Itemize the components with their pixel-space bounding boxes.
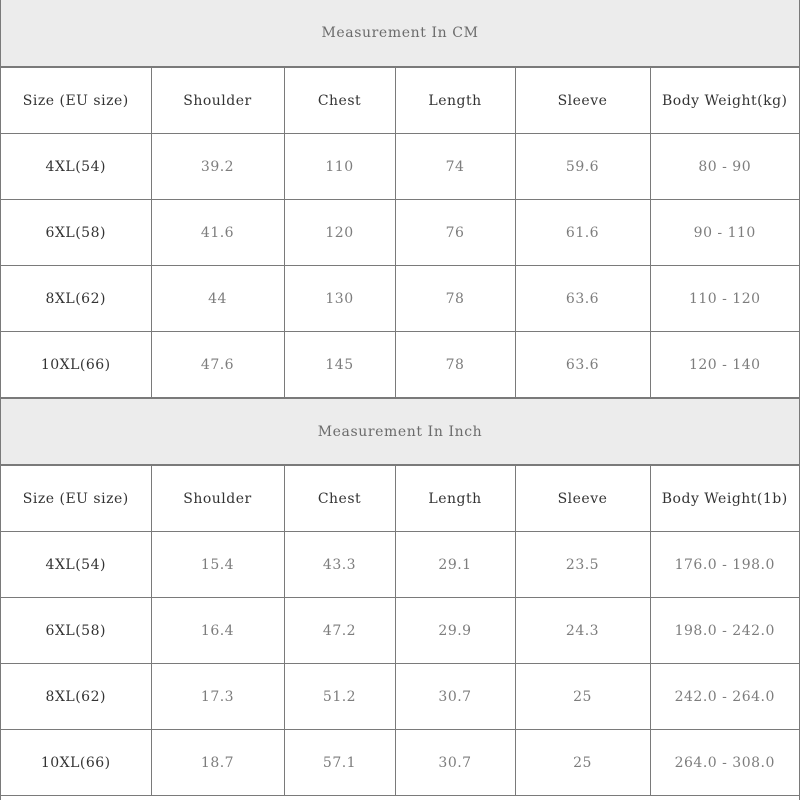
- table-row: [1, 730, 799, 796]
- shoulder-cell: 16.4: [151, 598, 284, 664]
- chest-cell: 51.2: [284, 664, 395, 730]
- sleeve-cell: 23.5: [515, 532, 650, 598]
- chest-cell: 145: [284, 332, 395, 398]
- body-weight-cell: 264.0 - 308.0: [650, 730, 799, 796]
- cm-section-title: Measurement In CM: [1, 0, 799, 67]
- header-body-weight: Body Weight(1b): [650, 466, 799, 532]
- chest-cell: 47.2: [284, 598, 395, 664]
- body-weight-cell: 80 - 90: [650, 134, 799, 200]
- length-cell: 78: [395, 266, 515, 332]
- header-size: Size (EU size): [1, 466, 151, 532]
- cm-size-table: [1, 67, 799, 398]
- sleeve-cell: 24.3: [515, 598, 650, 664]
- shoulder-cell: 17.3: [151, 664, 284, 730]
- size-cell: 8XL(62): [1, 664, 151, 730]
- inch-section-title: Measurement In Inch: [1, 398, 799, 465]
- sleeve-cell: 61.6: [515, 200, 650, 266]
- length-cell: 30.7: [395, 664, 515, 730]
- length-cell: 76: [395, 200, 515, 266]
- size-cell: 4XL(54): [1, 532, 151, 598]
- body-weight-cell: 198.0 - 242.0: [650, 598, 799, 664]
- sleeve-cell: 63.6: [515, 266, 650, 332]
- size-cell: 6XL(58): [1, 598, 151, 664]
- header-body-weight: Body Weight(kg): [650, 68, 799, 134]
- header-sleeve: Sleeve: [515, 68, 650, 134]
- table-header-row: [1, 68, 799, 134]
- table-header-row: [1, 466, 799, 532]
- table-row: [1, 598, 799, 664]
- table-row: [1, 332, 799, 398]
- header-length: Length: [395, 466, 515, 532]
- header-size: Size (EU size): [1, 68, 151, 134]
- body-weight-cell: 110 - 120: [650, 266, 799, 332]
- body-weight-cell: 120 - 140: [650, 332, 799, 398]
- table-row: [1, 664, 799, 730]
- chest-cell: 57.1: [284, 730, 395, 796]
- body-weight-cell: 242.0 - 264.0: [650, 664, 799, 730]
- sleeve-cell: 59.6: [515, 134, 650, 200]
- shoulder-cell: 39.2: [151, 134, 284, 200]
- table-row: [1, 266, 799, 332]
- sleeve-cell: 25: [515, 664, 650, 730]
- sleeve-cell: 63.6: [515, 332, 650, 398]
- table-row: [1, 532, 799, 598]
- header-chest: Chest: [284, 466, 395, 532]
- sleeve-cell: 25: [515, 730, 650, 796]
- size-cell: 8XL(62): [1, 266, 151, 332]
- shoulder-cell: 47.6: [151, 332, 284, 398]
- size-cell: 6XL(58): [1, 200, 151, 266]
- header-chest: Chest: [284, 68, 395, 134]
- inch-size-table: [1, 465, 799, 796]
- header-shoulder: Shoulder: [151, 68, 284, 134]
- table-row: [1, 200, 799, 266]
- length-cell: 78: [395, 332, 515, 398]
- chest-cell: 120: [284, 200, 395, 266]
- length-cell: 30.7: [395, 730, 515, 796]
- shoulder-cell: 15.4: [151, 532, 284, 598]
- body-weight-cell: 176.0 - 198.0: [650, 532, 799, 598]
- header-shoulder: Shoulder: [151, 466, 284, 532]
- header-length: Length: [395, 68, 515, 134]
- shoulder-cell: 44: [151, 266, 284, 332]
- table-row: [1, 134, 799, 200]
- size-cell: 10XL(66): [1, 332, 151, 398]
- size-cell: 4XL(54): [1, 134, 151, 200]
- chest-cell: 43.3: [284, 532, 395, 598]
- length-cell: 29.1: [395, 532, 515, 598]
- body-weight-cell: 90 - 110: [650, 200, 799, 266]
- size-cell: 10XL(66): [1, 730, 151, 796]
- chest-cell: 110: [284, 134, 395, 200]
- chest-cell: 130: [284, 266, 395, 332]
- shoulder-cell: 18.7: [151, 730, 284, 796]
- length-cell: 29.9: [395, 598, 515, 664]
- length-cell: 74: [395, 134, 515, 200]
- shoulder-cell: 41.6: [151, 200, 284, 266]
- header-sleeve: Sleeve: [515, 466, 650, 532]
